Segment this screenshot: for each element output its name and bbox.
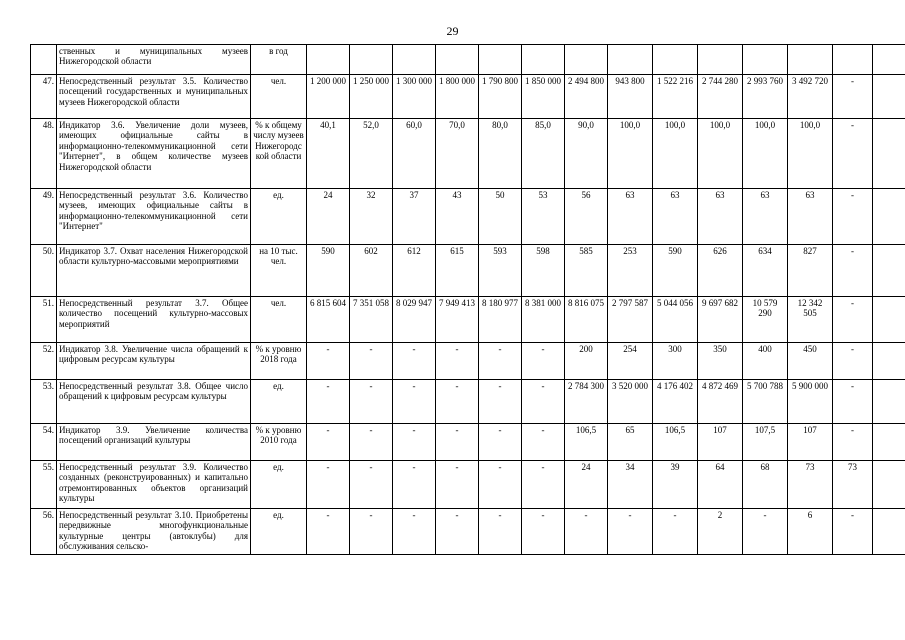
value-cell: 254 bbox=[608, 343, 653, 380]
indicators-table bbox=[30, 44, 905, 555]
row-number: 48. bbox=[31, 119, 57, 189]
value-cell: - bbox=[307, 424, 350, 461]
value-cell: 100,0 bbox=[788, 119, 833, 189]
value-cell: - bbox=[479, 509, 522, 555]
value-cell: 100,0 bbox=[653, 119, 698, 189]
value-cell: - bbox=[436, 343, 479, 380]
value-cell bbox=[565, 45, 608, 75]
value-cell: 634 bbox=[743, 245, 788, 297]
table-row bbox=[31, 245, 905, 297]
last-value-cell: - bbox=[833, 424, 873, 461]
value-cell: 60,0 bbox=[393, 119, 436, 189]
indicator-name: Индикатор 3.9. Увеличение количества посещений организаций культуры bbox=[57, 424, 251, 461]
row-number: 49. bbox=[31, 189, 57, 245]
extra-cell bbox=[873, 509, 905, 555]
value-cell: 12 342 505 bbox=[788, 297, 833, 343]
value-cell: 2 797 587 bbox=[608, 297, 653, 343]
value-cell: - bbox=[522, 509, 565, 555]
value-cell: 2 bbox=[698, 509, 743, 555]
value-cell bbox=[743, 45, 788, 75]
row-number: 51. bbox=[31, 297, 57, 343]
value-cell: 85,0 bbox=[522, 119, 565, 189]
value-cell: 615 bbox=[436, 245, 479, 297]
table-body bbox=[31, 45, 905, 555]
value-cell: 943 800 bbox=[608, 75, 653, 119]
unit-cell: % к уровню 2018 года bbox=[251, 343, 307, 380]
value-cell: 53 bbox=[522, 189, 565, 245]
value-cell: - bbox=[350, 380, 393, 424]
indicator-name: Непосредственный результат 3.5. Количество посещений государственных и муниципальных музеев Нижегородской области bbox=[57, 75, 251, 119]
value-cell: 80,0 bbox=[479, 119, 522, 189]
value-cell: 63 bbox=[653, 189, 698, 245]
value-cell: 43 bbox=[436, 189, 479, 245]
value-cell: 8 816 075 bbox=[565, 297, 608, 343]
indicator-name: Непосредственный результат 3.7. Общее количество посещений культурно-массовых мероприятий bbox=[57, 297, 251, 343]
value-cell: 5 700 788 bbox=[743, 380, 788, 424]
value-cell: - bbox=[608, 509, 653, 555]
value-cell: 24 bbox=[565, 461, 608, 509]
value-cell: - bbox=[393, 424, 436, 461]
value-cell: 4 176 402 bbox=[653, 380, 698, 424]
extra-cell bbox=[873, 119, 905, 189]
value-cell: 827 bbox=[788, 245, 833, 297]
value-cell: 39 bbox=[653, 461, 698, 509]
unit-cell: ед. bbox=[251, 461, 307, 509]
value-cell: 63 bbox=[743, 189, 788, 245]
value-cell: - bbox=[350, 461, 393, 509]
row-number: 55. bbox=[31, 461, 57, 509]
last-value-cell: 73 bbox=[833, 461, 873, 509]
indicator-name: Непосредственный результат 3.10. Приобретены передвижные многофункциональные культурные центры (автоклубы) для обслуживания сельско- bbox=[57, 509, 251, 555]
last-value-cell: - bbox=[833, 119, 873, 189]
row-number: 56. bbox=[31, 509, 57, 555]
value-cell: 2 993 760 bbox=[743, 75, 788, 119]
indicator-name: Непосредственный результат 3.6. Количество музеев, имеющих официальные сайты в информационно-телекоммуникационной сети "Интернет" bbox=[57, 189, 251, 245]
value-cell: 63 bbox=[698, 189, 743, 245]
value-cell: 1 850 000 bbox=[522, 75, 565, 119]
value-cell: - bbox=[393, 343, 436, 380]
extra-cell bbox=[873, 343, 905, 380]
value-cell: 612 bbox=[393, 245, 436, 297]
indicator-name: Индикатор 3.7. Охват населения Нижегородской области культурно-массовыми мероприятиями bbox=[57, 245, 251, 297]
unit-cell: % к уровню 2010 года bbox=[251, 424, 307, 461]
value-cell: 107 bbox=[788, 424, 833, 461]
value-cell: 2 494 800 bbox=[565, 75, 608, 119]
value-cell: 1 800 000 bbox=[436, 75, 479, 119]
value-cell: 4 872 469 bbox=[698, 380, 743, 424]
unit-cell: чел. bbox=[251, 297, 307, 343]
value-cell: 1 250 000 bbox=[350, 75, 393, 119]
value-cell: - bbox=[522, 461, 565, 509]
row-number: 52. bbox=[31, 343, 57, 380]
table-row bbox=[31, 509, 905, 555]
value-cell: - bbox=[743, 509, 788, 555]
value-cell: 63 bbox=[788, 189, 833, 245]
last-value-cell: - bbox=[833, 509, 873, 555]
value-cell: 593 bbox=[479, 245, 522, 297]
value-cell: 1 522 216 bbox=[653, 75, 698, 119]
value-cell: 32 bbox=[350, 189, 393, 245]
unit-cell: ед. bbox=[251, 380, 307, 424]
value-cell: 63 bbox=[608, 189, 653, 245]
extra-cell bbox=[873, 189, 905, 245]
table-row bbox=[31, 75, 905, 119]
table-row bbox=[31, 297, 905, 343]
value-cell: 200 bbox=[565, 343, 608, 380]
value-cell: 6 815 604 bbox=[307, 297, 350, 343]
indicator-name: Непосредственный результат 3.9. Количество созданных (реконструированных) и капитально отремонтированных объектов организаций культуры bbox=[57, 461, 251, 509]
value-cell: 40,1 bbox=[307, 119, 350, 189]
unit-cell: в год bbox=[251, 45, 307, 75]
value-cell: 585 bbox=[565, 245, 608, 297]
value-cell: - bbox=[479, 380, 522, 424]
value-cell: 3 492 720 bbox=[788, 75, 833, 119]
value-cell: 8 381 000 bbox=[522, 297, 565, 343]
value-cell: - bbox=[522, 380, 565, 424]
value-cell: - bbox=[479, 461, 522, 509]
value-cell: 602 bbox=[350, 245, 393, 297]
value-cell bbox=[393, 45, 436, 75]
value-cell: 56 bbox=[565, 189, 608, 245]
value-cell: 350 bbox=[698, 343, 743, 380]
value-cell: 65 bbox=[608, 424, 653, 461]
value-cell: - bbox=[307, 380, 350, 424]
value-cell: 3 520 000 bbox=[608, 380, 653, 424]
value-cell: 1 200 000 bbox=[307, 75, 350, 119]
last-value-cell: - bbox=[833, 343, 873, 380]
value-cell: 6 bbox=[788, 509, 833, 555]
value-cell: 100,0 bbox=[698, 119, 743, 189]
value-cell: 626 bbox=[698, 245, 743, 297]
value-cell: 5 900 000 bbox=[788, 380, 833, 424]
page-number: 29 bbox=[446, 24, 459, 38]
value-cell: 10 579 290 bbox=[743, 297, 788, 343]
table-row bbox=[31, 343, 905, 380]
value-cell bbox=[522, 45, 565, 75]
unit-cell: на 10 тыс. чел. bbox=[251, 245, 307, 297]
table-row bbox=[31, 119, 905, 189]
unit-cell: % к общему числу музеев Нижегородской области bbox=[251, 119, 307, 189]
last-value-cell: - bbox=[833, 245, 873, 297]
value-cell: 100,0 bbox=[608, 119, 653, 189]
value-cell: 64 bbox=[698, 461, 743, 509]
value-cell: - bbox=[350, 343, 393, 380]
value-cell bbox=[436, 45, 479, 75]
table-row bbox=[31, 461, 905, 509]
value-cell: - bbox=[307, 461, 350, 509]
value-cell: - bbox=[436, 461, 479, 509]
value-cell: 450 bbox=[788, 343, 833, 380]
value-cell: 70,0 bbox=[436, 119, 479, 189]
value-cell: 34 bbox=[608, 461, 653, 509]
indicator-name: Индикатор 3.6. Увеличение доли музеев, имеющих официальные сайты в информационно-телекоммуникационной сети "Интернет", в общем количестве музеев Нижегородской области bbox=[57, 119, 251, 189]
row-number: 53. bbox=[31, 380, 57, 424]
unit-cell: ед. bbox=[251, 509, 307, 555]
value-cell: 68 bbox=[743, 461, 788, 509]
value-cell bbox=[479, 45, 522, 75]
value-cell: 590 bbox=[307, 245, 350, 297]
last-value-cell bbox=[833, 45, 873, 75]
row-number: 50. bbox=[31, 245, 57, 297]
value-cell: - bbox=[307, 509, 350, 555]
value-cell: 1 300 000 bbox=[393, 75, 436, 119]
value-cell: - bbox=[393, 461, 436, 509]
value-cell: - bbox=[436, 424, 479, 461]
table-row bbox=[31, 45, 905, 75]
row-number bbox=[31, 45, 57, 75]
value-cell: 253 bbox=[608, 245, 653, 297]
indicator-name: Индикатор 3.8. Увеличение числа обращений к цифровым ресурсам культуры bbox=[57, 343, 251, 380]
value-cell bbox=[653, 45, 698, 75]
table-row bbox=[31, 189, 905, 245]
extra-cell bbox=[873, 245, 905, 297]
indicator-name: ственных и муниципальных музеев Нижегородской области bbox=[57, 45, 251, 75]
extra-cell bbox=[873, 297, 905, 343]
table-row bbox=[31, 380, 905, 424]
value-cell: 100,0 bbox=[743, 119, 788, 189]
value-cell bbox=[307, 45, 350, 75]
value-cell: - bbox=[522, 424, 565, 461]
extra-cell bbox=[873, 380, 905, 424]
value-cell: 7 949 413 bbox=[436, 297, 479, 343]
value-cell: 106,5 bbox=[653, 424, 698, 461]
value-cell: - bbox=[479, 424, 522, 461]
last-value-cell: - bbox=[833, 189, 873, 245]
value-cell: - bbox=[307, 343, 350, 380]
value-cell: 52,0 bbox=[350, 119, 393, 189]
extra-cell bbox=[873, 75, 905, 119]
value-cell: - bbox=[350, 424, 393, 461]
indicator-name: Непосредственный результат 3.8. Общее число обращений к цифровым ресурсам культуры bbox=[57, 380, 251, 424]
value-cell bbox=[698, 45, 743, 75]
unit-cell: чел. bbox=[251, 75, 307, 119]
value-cell: - bbox=[393, 509, 436, 555]
value-cell: - bbox=[522, 343, 565, 380]
value-cell: 9 697 682 bbox=[698, 297, 743, 343]
value-cell: 2 784 300 bbox=[565, 380, 608, 424]
value-cell: - bbox=[350, 509, 393, 555]
value-cell: 106,5 bbox=[565, 424, 608, 461]
value-cell: 50 bbox=[479, 189, 522, 245]
row-number: 54. bbox=[31, 424, 57, 461]
extra-cell bbox=[873, 461, 905, 509]
value-cell: 90,0 bbox=[565, 119, 608, 189]
unit-cell: ед. bbox=[251, 189, 307, 245]
value-cell: 598 bbox=[522, 245, 565, 297]
value-cell: 1 790 800 bbox=[479, 75, 522, 119]
value-cell: - bbox=[393, 380, 436, 424]
value-cell bbox=[788, 45, 833, 75]
value-cell: 7 351 058 bbox=[350, 297, 393, 343]
last-value-cell: - bbox=[833, 75, 873, 119]
value-cell: 590 bbox=[653, 245, 698, 297]
value-cell: - bbox=[479, 343, 522, 380]
value-cell: - bbox=[653, 509, 698, 555]
value-cell: 8 029 947 bbox=[393, 297, 436, 343]
extra-cell bbox=[873, 424, 905, 461]
value-cell: 5 044 056 bbox=[653, 297, 698, 343]
value-cell: - bbox=[436, 380, 479, 424]
value-cell: 73 bbox=[788, 461, 833, 509]
extra-cell bbox=[873, 45, 905, 75]
value-cell bbox=[350, 45, 393, 75]
value-cell bbox=[608, 45, 653, 75]
value-cell: 24 bbox=[307, 189, 350, 245]
value-cell: 107,5 bbox=[743, 424, 788, 461]
table-row bbox=[31, 424, 905, 461]
value-cell: 107 bbox=[698, 424, 743, 461]
value-cell: 8 180 977 bbox=[479, 297, 522, 343]
last-value-cell: - bbox=[833, 380, 873, 424]
value-cell: 37 bbox=[393, 189, 436, 245]
value-cell: 400 bbox=[743, 343, 788, 380]
value-cell: 2 744 280 bbox=[698, 75, 743, 119]
last-value-cell: - bbox=[833, 297, 873, 343]
row-number: 47. bbox=[31, 75, 57, 119]
value-cell: - bbox=[436, 509, 479, 555]
value-cell: 300 bbox=[653, 343, 698, 380]
value-cell: - bbox=[565, 509, 608, 555]
